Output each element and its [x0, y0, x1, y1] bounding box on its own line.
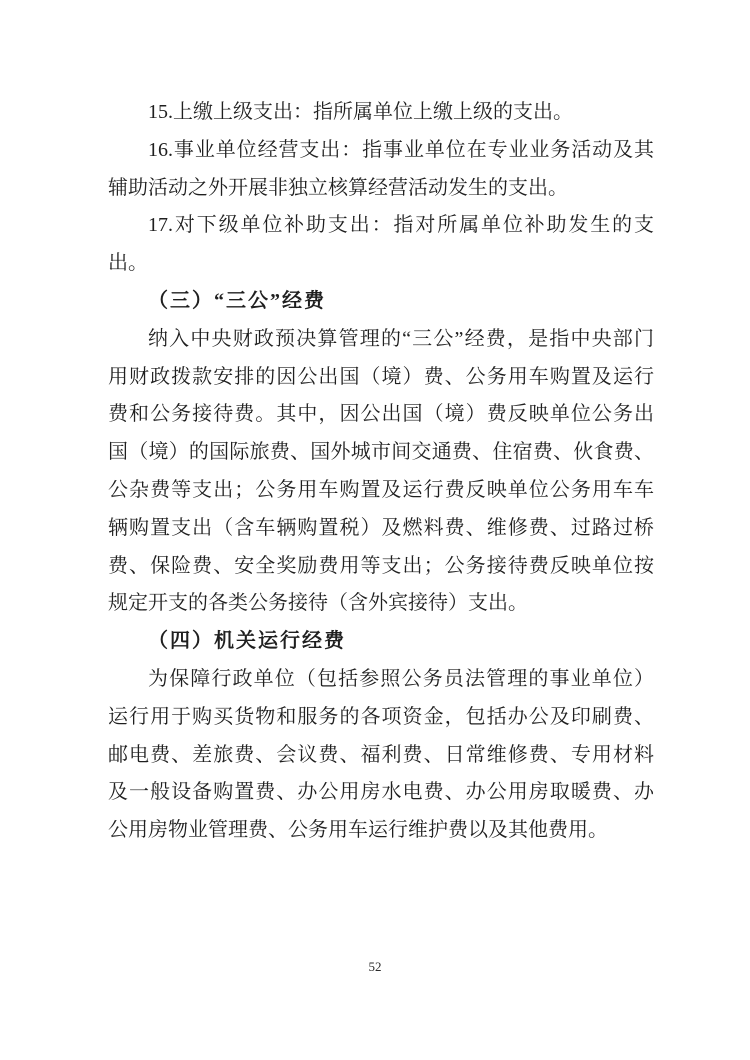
paragraph-line: 公用房物业管理费、公务用车运行维护费以及其他费用。: [108, 819, 608, 842]
paragraph-line: 辅助活动之外开展非独立核算经营活动发生的支出。: [108, 176, 568, 199]
paragraph-line: 17.对下级单位补助支出：指对所属单位补助发生的支: [148, 214, 654, 237]
paragraph-line: 出。: [108, 252, 148, 275]
paragraph-line: 及一般设备购置费、办公用房水电费、办公用房取暖费、办: [108, 781, 654, 804]
paragraph-line: 规定开支的各类公务接待（含外宾接待）支出。: [108, 592, 528, 615]
section-heading: （三）“三公”经费: [148, 289, 326, 312]
paragraph-line: 纳入中央财政预决算管理的“三公”经费，是指中央部门: [148, 327, 654, 350]
document-body: [108, 94, 654, 850]
paragraph-line: 用财政拨款安排的因公出国（境）费、公务用车购置及运行: [108, 365, 654, 388]
paragraph-line: 邮电费、差旅费、会议费、福利费、日常维修费、专用材料: [108, 743, 654, 766]
paragraph-line: 辆购置支出（含车辆购置税）及燃料费、维修费、过路过桥: [108, 516, 654, 539]
page-number: 52: [368, 959, 382, 974]
paragraph-line: 16.事业单位经营支出：指事业单位在专业业务活动及其: [148, 138, 654, 161]
paragraph-line: 国（境）的国际旅费、国外城市间交通费、住宿费、伙食费、: [108, 441, 654, 464]
paragraph-line: 15.上缴上级支出：指所属单位上缴上级的支出。: [148, 101, 573, 123]
section-heading: （四）机关运行经费: [148, 630, 346, 653]
paragraph-line: 费、保险费、安全奖励费用等支出；公务接待费反映单位按: [108, 554, 654, 577]
paragraph-line: 费和公务接待费。其中，因公出国（境）费反映单位公务出: [108, 403, 654, 426]
paragraph-line: 公杂费等支出；公务用车购置及运行费反映单位公务用车车: [108, 478, 654, 501]
paragraph-line: 运行用于购买货物和服务的各项资金，包括办公及印刷费、: [108, 705, 654, 728]
paragraph-line: 为保障行政单位（包括参照公务员法管理的事业单位）: [148, 667, 654, 690]
